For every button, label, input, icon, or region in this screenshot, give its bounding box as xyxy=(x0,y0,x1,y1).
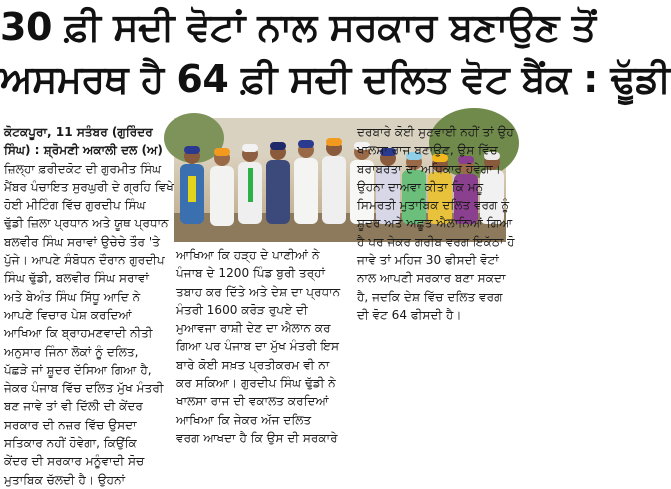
headline-line-2: ਅਸਮਰਥ ਹੈ 64 ਫ਼ੀ ਸਦੀ ਦਲਿਤ ਵੋਟ ਬੈਂਕ : ਢੂੱਡੀ xyxy=(0,57,671,101)
column-line: ਸ਼ੂਦਰ ਅਤੇ ਅਛੂਤ ਐਲਾਨਿਆਂ ਗਿਆ xyxy=(357,216,513,231)
column-line: ਸਿਮਰਤੀ ਮੁਤਾਬਿਕ ਦਲਿਤ ਵਰਗ ਨੂੰ xyxy=(357,198,510,213)
column-line: ਸਤਿਕਾਰ ਨਹੀਂ ਹੋਵੇਗਾ, ਕਿਉਂਕਿ xyxy=(4,436,137,451)
column-line: ਆਪਣੇ ਵਿਚਾਰ ਪੇਸ਼ ਕਰਦਿਆਂ xyxy=(4,307,132,322)
column-line: ਤਬਾਹ ਕਰ ਦਿੱਤੇ ਅਤੇ ਦੇਸ਼ ਦਾ ਪ੍ਰਧਾਨ xyxy=(176,284,341,299)
column-line: ਕਰ ਸਕਿਆ। ਗੁਰਦੀਪ ਸਿੰਘ ਢੁੱਡੀ ਨੇ xyxy=(176,376,336,391)
column-line: ਖਾਲਸਾ ਰਾਜ ਦੀ ਵਕਾਲਤ ਕਰਦਿਆਂ xyxy=(176,394,329,409)
column-line: ਸਰਕਾਰ ਦੀ ਨਜ਼ਰ ਵਿੱਚ ਉਸਦਾ xyxy=(4,417,137,432)
column-line: ਪੁੱਜੇ। ਆਪਣੇ ਸੰਬੋਧਨ ਦੌਰਾਨ ਗੁਰਦੀਪ xyxy=(4,253,165,268)
article-column-1 xyxy=(4,123,174,487)
column-line: ਵਰਗ ਆਖਦਾ ਹੈ ਕਿ ਉਸ ਦੀ ਸਰਕਾਰੇ xyxy=(176,430,338,445)
column-line: ਦਰਬਾਰੇ ਕੋਈ ਸੁਣਵਾਈ ਨਹੀਂ ਤਾਂ ਉਹ xyxy=(357,125,514,139)
column-line: ਕੇਂਦਰ ਦੀ ਸਰਕਾਰ ਮਨੂੰਵਾਦੀ ਸੋਚ xyxy=(4,454,145,469)
column-line: ਆਖਿਆ ਕਿ ਹੜ੍ਹ ਦੇ ਪਾਣੀਆਂ ਨੇ xyxy=(176,248,320,262)
column-line: ਉਹਨਾ ਦਾਅਵਾ ਕੀਤਾ ਕਿ ਮਨੂ xyxy=(357,179,484,194)
column-line: ਨਾਲ ਆਪਣੀ ਸਰਕਾਰ ਬਣਾ ਸਕਦਾ xyxy=(357,271,506,286)
headline-line-1: 30 ਫ਼ੀ ਸਦੀ ਵੋਟਾਂ ਨਾਲ ਸਰਕਾਰ ਬਣਾਉਣ ਤੋਂ xyxy=(0,5,596,49)
column-line: ਜਾਵੇ ਤਾਂ ਮਹਿਜ 30 ਫੀਸਦੀ ਵੋਟਾਂ xyxy=(357,253,499,268)
column-line: ਬਲਵੀਰ ਸਿੰਘ ਸਰਾਵਾਂ ਉਚੇਚੇ ਤੌਰ 'ਤੇ xyxy=(4,234,160,249)
column-line: ਆਖਿਆ ਕਿ ਬ੍ਰਾਹਮਣਵਾਦੀ ਨੀਤੀ xyxy=(4,326,153,341)
column-line: ਗਿਆ ਪਰ ਪੰਜਾਬ ਦਾ ਮੁੱਖ ਮੰਤਰੀ ਇਸ xyxy=(176,339,340,354)
article-column-3 xyxy=(357,123,515,433)
dateline: ਕੋਟਕਪੂਰਾ, 11 ਸਤੰਬਰ (ਗੁਰਿੰਦਰ xyxy=(4,125,153,139)
column-line: ਆਖਿਆ ਕਿ ਜੇਕਰ ਅੱਜ ਦਲਿਤ xyxy=(176,412,312,427)
column-line: ਪੱਛੜੇ ਜਾਂ ਸ਼ੂਦਰ ਦੱਸਿਆ ਗਿਆ ਹੈ, xyxy=(4,362,152,377)
column-line: ਸਿੰਘ) : ਸ਼੍ਰੋਮਣੀ ਅਕਾਲੀ ਦਲ (ਅ) xyxy=(4,143,163,158)
column-line: ਮੁਤਾਬਿਕ ਚੱਲਦੀ ਹੈ। ਉਹਨਾਂ xyxy=(4,472,126,487)
column-line: ਜ਼ਿਲ੍ਹਾ ਫ਼ਰੀਦਕੋਟ ਦੀ ਗੁਰਮੀਤ ਸਿੰਘ xyxy=(4,161,162,176)
column-line: ਮੈਂਬਰ ਪੰਚਾਇਤ ਸੁਰਘੁਰੀ ਦੇ ਗ੍ਰਹਿ ਵਿਖੇ xyxy=(4,179,174,194)
column-line: ਬਣ ਜਾਵੇ ਤਾਂ ਵੀ ਦਿੱਲੀ ਦੀ ਕੇਂਦਰ xyxy=(4,399,143,414)
column-line: ਜੇਕਰ ਪੰਜਾਬ ਵਿੱਚ ਦਲਿਤ ਮੁੱਖ ਮੰਤਰੀ xyxy=(4,381,164,396)
column-line: ਮੰਤਰੀ 1600 ਕਰੋੜ ਰੁਪਏ ਦੀ xyxy=(176,302,308,317)
column-line: ਅਨੁਸਾਰ ਜਿੰਨਾ ਲੋਕਾਂ ਨੂੰ ਦਲਿਤ, xyxy=(4,344,139,359)
column-line: ਅਤੇ ਬੇਅੰਤ ਸਿੰਘ ਸਿੱਧੂ ਆਦਿ ਨੇ xyxy=(4,289,141,304)
column-line: ਖਾਲਸਾ ਰਾਜ ਬਣਾਉਣ, ਉਸ ਵਿੱਚ xyxy=(357,143,498,158)
column-line: ਮੁਆਵਜਾ ਰਾਸ਼ੀ ਦੇਣ ਦਾ ਐਲਾਨ ਕਰ xyxy=(176,321,331,336)
column-line: ਦੀ ਵੋਟ 64 ਫੀਸਦੀ ਹੈ। xyxy=(357,307,462,322)
column-line: ਹੈ, ਜਦਕਿ ਦੇਸ਼ ਵਿੱਚ ਦਲਿਤ ਵਰਗ xyxy=(357,289,503,304)
column-line: ਬਰਾਬਰਤਾ ਦਾ ਅਧਿਕਾਰ ਹੋਵੇਗਾ। xyxy=(357,161,501,176)
article-column-2 xyxy=(176,246,354,445)
column-line: ਪੰਜਾਬ ਦੇ 1200 ਪਿੰਡ ਬੁਰੀ ਤਰ੍ਹਾਂ xyxy=(176,266,326,281)
column-line: ਬਾਰੇ ਕੋਈ ਸਖ਼ਤ ਪ੍ਰਤੀਕਰਮ ਵੀ ਨਾ xyxy=(176,357,330,372)
column-line: ਸਿੰਘ ਢੁੱਡੀ, ਬਲਵੀਰ ਸਿੰਘ ਸਰਾਵਾਂ xyxy=(4,271,149,286)
column-line: ਹੋਈ ਮੀਟਿੰਗ ਵਿੱਚ ਗੁਰਦੀਪ ਸਿੰਘ xyxy=(4,198,146,213)
column-line: ਢੁੱਡੀ ਜ਼ਿਲਾ ਪ੍ਰਧਾਨ ਅਤੇ ਯੂਥ ਪ੍ਰਧਾਨ xyxy=(4,216,169,231)
column-line: ਹੈ ਪਰ ਜੇਕਰ ਗਰੀਬ ਵਰਗ ਇਕੱਠਾ ਹੋ xyxy=(357,234,515,249)
article-headline xyxy=(0,0,671,108)
